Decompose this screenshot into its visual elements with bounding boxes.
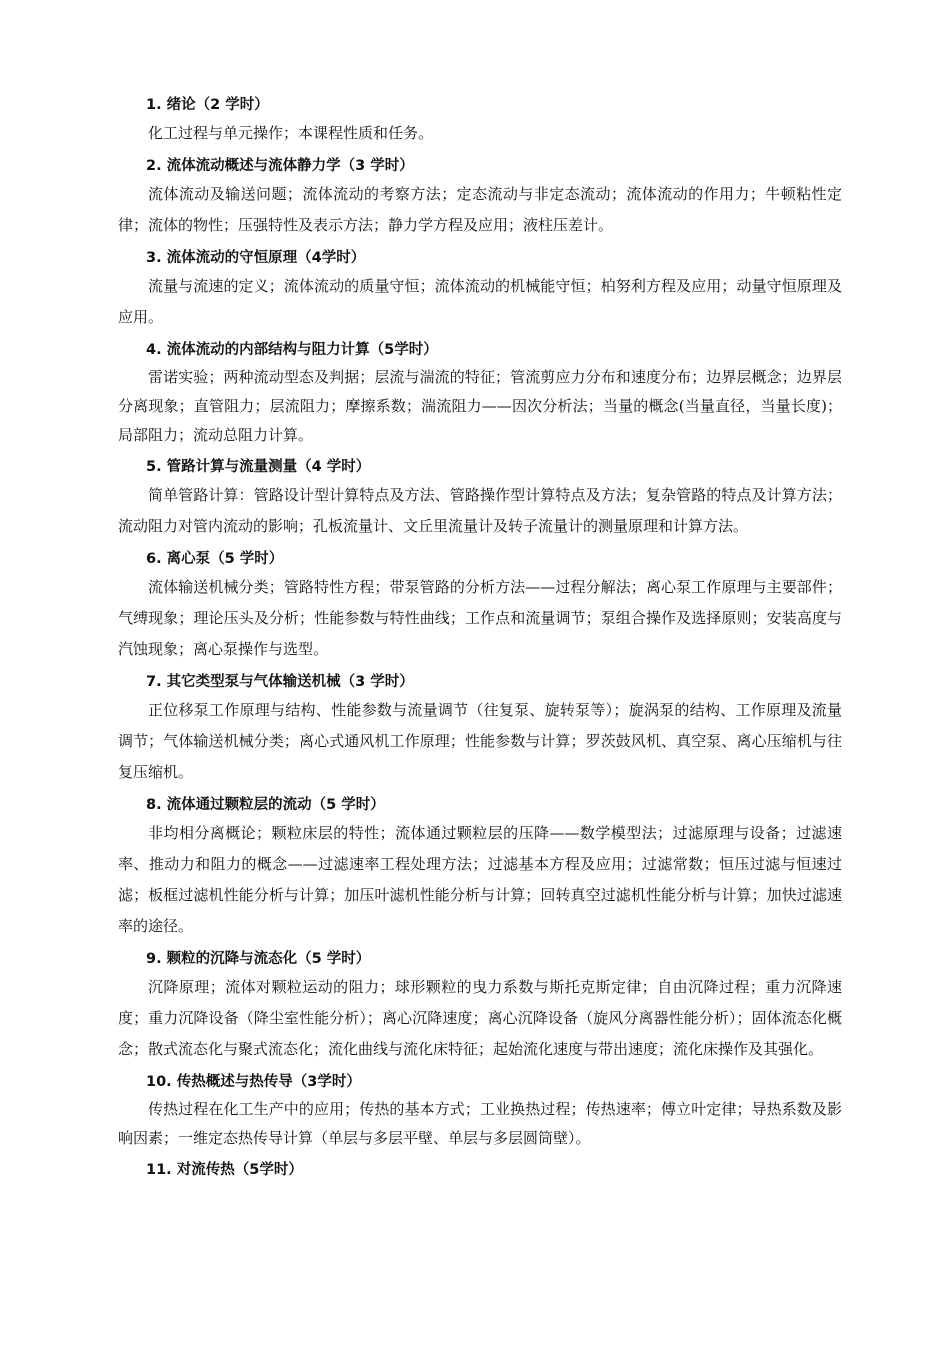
section-body-8: 非均相分离概论；颗粒床层的特性；流体通过颗粒层的压降——数学模型法；过滤原理与设备；过滤速率、推动力和阻力的概念——过滤速率工程处理方法；过滤基本方程及应用；过滤常数；恒压过滤与恒速过滤；板框过滤机性能分析与计算；加压叶滤机性能分析与计算；回转真空过滤机性能分析与计算；加快过滤速率的途径。 (118, 824, 842, 935)
section-title-4: 4. 流体流动的内部结构与阻力计算（5学时） (146, 342, 438, 358)
section-title-9: 9. 颗粒的沉降与流态化（5 学时） (146, 951, 371, 967)
section-body-6: 流体输送机械分类；管路特性方程；带泵管路的分析方法——过程分解法；离心泵工作原理与主要部件；气缚现象；理论压头及分析；性能参数与特性曲线；工作点和流量调节；泵组合操作及选择原则；安装高度与汽蚀现象；离心泵操作与选型。 (118, 578, 842, 658)
section-body-3: 流量与流速的定义；流体流动的质量守恒；流体流动的机械能守恒；柏努利方程及应用；动量守恒原理及应用。 (118, 277, 842, 326)
section-title-3: 3. 流体流动的守恒原理（4学时） (146, 250, 366, 266)
syllabus-sections (118, 92, 842, 1183)
section-body-4: 雷诺实验；两种流动型态及判据；层流与湍流的特征；管流剪应力分布和速度分布；边界层概念；边界层分离现象；直管阻力；层流阻力；摩擦系数；湍流阻力——因次分析法；当量的概念(当量直径，当量长度)；局部阻力；流动总阻力计算。 (118, 368, 842, 444)
section-title-7: 7. 其它类型泵与气体输送机械（3 学时） (146, 674, 414, 690)
section-body-10: 传热过程在化工生产中的应用；传热的基本方式；工业换热过程；传热速率；傅立叶定律；导热系数及影响因素；一维定态热传导计算（单层与多层平壁、单层与多层圆筒壁）。 (118, 1100, 842, 1147)
section-title-11: 11. 对流传热（5学时） (146, 1162, 303, 1178)
section-title-5: 5. 管路计算与流量测量（4 学时） (146, 459, 371, 475)
section-title-8: 8. 流体通过颗粒层的流动（5 学时） (146, 797, 385, 813)
section-body-5: 简单管路计算：管路设计型计算特点及方法、管路操作型计算特点及方法；复杂管路的特点及计算方法；流动阻力对管内流动的影响；孔板流量计、文丘里流量计及转子流量计的测量原理和计算方法。 (118, 486, 842, 535)
section-title-1: 1. 绪论（2 学时） (146, 97, 269, 113)
section-title-2: 2. 流体流动概述与流体静力学（3 学时） (146, 158, 414, 174)
section-body-1: 化工过程与单元操作；本课程性质和任务。 (148, 124, 434, 142)
section-body-9: 沉降原理；流体对颗粒运动的阻力；球形颗粒的曳力系数与斯托克斯定律；自由沉降过程；重力沉降速度；重力沉降设备（降尘室性能分析）；离心沉降速度；离心沉降设备（旋风分离器性能分析）；固体流态化概念；散式流态化与聚式流态化；流化曲线与流化床特征；起始流化速度与带出速度；流化床操作及其强化。 (118, 978, 842, 1058)
section-body-2: 流体流动及输送问题；流体流动的考察方法；定态流动与非定态流动；流体流动的作用力；牛顿粘性定律；流体的物性；压强特性及表示方法；静力学方程及应用；液柱压差计。 (118, 185, 842, 234)
section-title-6: 6. 离心泵（5 学时） (146, 551, 284, 567)
section-body-7: 正位移泵工作原理与结构、性能参数与流量调节（往复泵、旋转泵等）；旋涡泵的结构、工作原理及流量调节；气体输送机械分类；离心式通风机工作原理；性能参数与计算；罗茨鼓风机、真空泵、离心压缩机与往复压缩机。 (118, 701, 842, 781)
section-title-10: 10. 传热概述与热传导（3学时） (146, 1074, 361, 1090)
